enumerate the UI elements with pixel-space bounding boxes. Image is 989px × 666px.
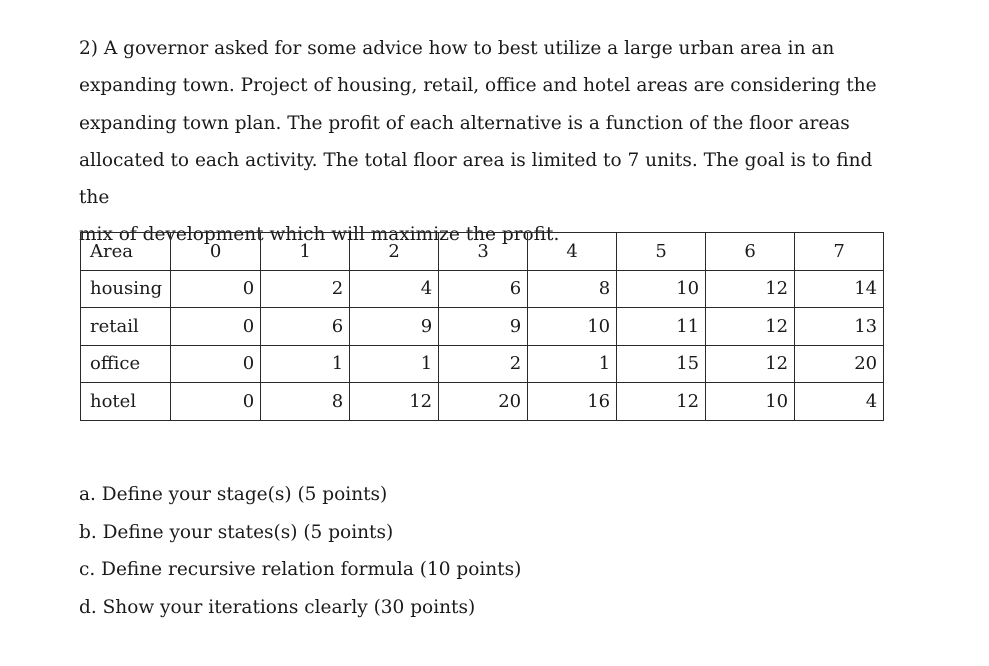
problem-line: 2) A governor asked for some advice how to best utilize a large urban area in an bbox=[79, 38, 835, 59]
row-label: hotel bbox=[81, 383, 171, 421]
header-cell: 0 bbox=[171, 233, 261, 271]
table-row bbox=[81, 270, 884, 308]
header-cell: 6 bbox=[706, 233, 795, 271]
header-cell: 4 bbox=[528, 233, 617, 271]
table-cell: 12 bbox=[706, 270, 795, 308]
table-cell: 1 bbox=[528, 345, 617, 383]
table-cell: 0 bbox=[171, 270, 261, 308]
table-cell: 10 bbox=[706, 383, 795, 421]
table-cell: 12 bbox=[706, 308, 795, 346]
question-item: c. Define recursive relation formula (10 points) bbox=[79, 559, 522, 580]
table-cell: 1 bbox=[350, 345, 439, 383]
table-cell: 6 bbox=[439, 270, 528, 308]
table-cell: 9 bbox=[439, 308, 528, 346]
problem-line: allocated to each activity. The total floor area is limited to 7 units. The goal is to find the bbox=[79, 149, 873, 209]
table-cell: 9 bbox=[350, 308, 439, 346]
table-cell: 0 bbox=[171, 308, 261, 346]
table-row bbox=[81, 308, 884, 346]
table-cell: 11 bbox=[617, 308, 706, 346]
table-cell: 8 bbox=[528, 270, 617, 308]
table-cell: 0 bbox=[171, 383, 261, 421]
question-item: b. Define your states(s) (5 points) bbox=[79, 521, 394, 543]
header-cell: 5 bbox=[617, 233, 706, 271]
header-cell: Area bbox=[81, 233, 171, 271]
header-cell: 3 bbox=[439, 233, 528, 271]
question-item: a. Define your stage(s) (5 points) bbox=[79, 484, 388, 505]
question-list bbox=[79, 476, 521, 626]
problem-statement bbox=[79, 30, 899, 254]
row-label: office bbox=[81, 345, 171, 383]
table-cell: 12 bbox=[617, 383, 706, 421]
table-cell: 12 bbox=[350, 383, 439, 421]
table-cell: 12 bbox=[706, 345, 795, 383]
table-cell: 20 bbox=[795, 345, 884, 383]
profit-table bbox=[80, 232, 884, 421]
table-header-row bbox=[81, 233, 884, 271]
table-cell: 16 bbox=[528, 383, 617, 421]
table-row bbox=[81, 345, 884, 383]
table-cell: 10 bbox=[528, 308, 617, 346]
table-cell: 0 bbox=[171, 345, 261, 383]
table-row bbox=[81, 383, 884, 421]
table-cell: 14 bbox=[795, 270, 884, 308]
table-cell: 13 bbox=[795, 308, 884, 346]
table-cell: 2 bbox=[439, 345, 528, 383]
question-item: d. Show your iterations clearly (30 points) bbox=[79, 596, 476, 618]
table-cell: 4 bbox=[795, 383, 884, 421]
header-cell: 1 bbox=[261, 233, 350, 271]
problem-line: expanding town plan. The profit of each alternative is a function of the floor areas bbox=[79, 112, 850, 134]
table-cell: 20 bbox=[439, 383, 528, 421]
table-cell: 4 bbox=[350, 270, 439, 308]
header-cell: 2 bbox=[350, 233, 439, 271]
table-cell: 2 bbox=[261, 270, 350, 308]
table-cell: 10 bbox=[617, 270, 706, 308]
row-label: retail bbox=[81, 308, 171, 346]
header-cell: 7 bbox=[795, 233, 884, 271]
problem-line: expanding town. Project of housing, retail, office and hotel areas are considering the bbox=[79, 75, 877, 97]
table-cell: 1 bbox=[261, 345, 350, 383]
problem-line: mix of development which will maximize the profit. bbox=[79, 224, 560, 246]
row-label: housing bbox=[81, 270, 171, 308]
table-cell: 8 bbox=[261, 383, 350, 421]
table-cell: 6 bbox=[261, 308, 350, 346]
table-cell: 15 bbox=[617, 345, 706, 383]
